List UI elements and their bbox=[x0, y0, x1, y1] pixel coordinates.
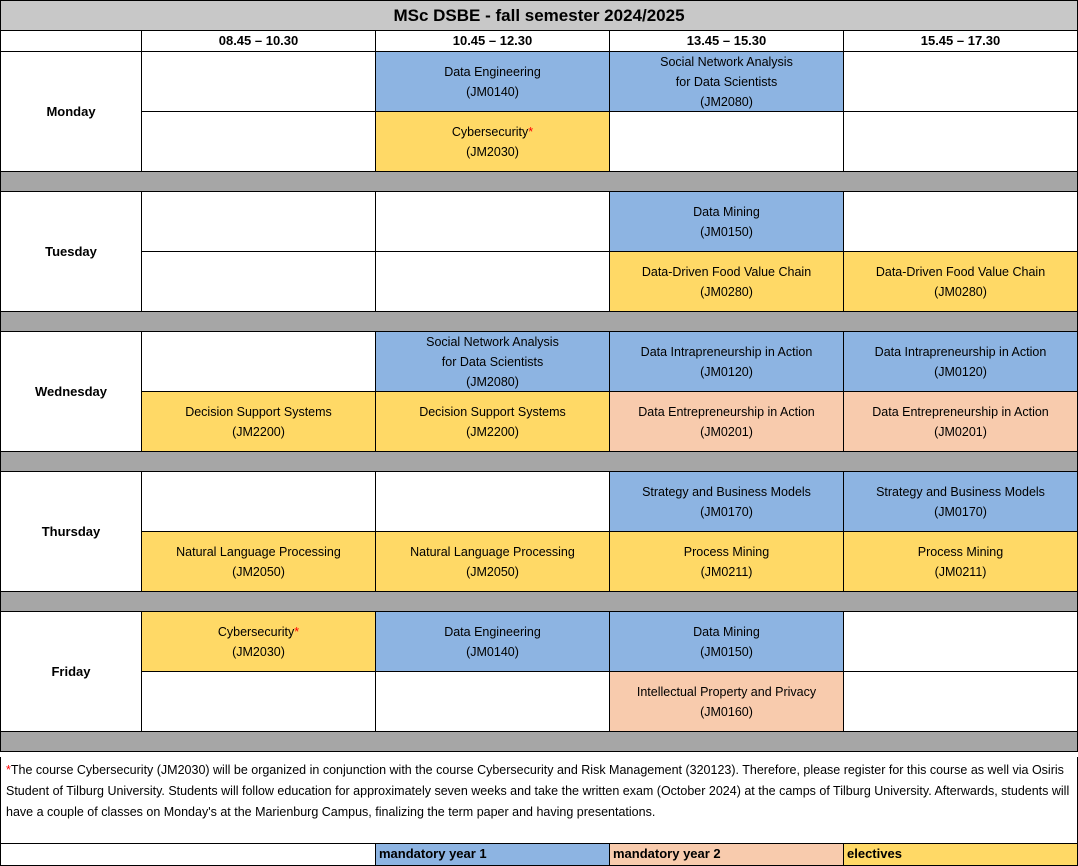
legend-mandatory-year-2 bbox=[609, 843, 844, 866]
day-label-thursday bbox=[0, 471, 142, 592]
course-text: Data Entrepreneurship in Action bbox=[872, 404, 1049, 419]
course-name bbox=[185, 402, 332, 422]
empty-slot-cell bbox=[141, 191, 376, 252]
legend-label: mandatory year 2 bbox=[613, 846, 721, 861]
course-code bbox=[700, 282, 753, 302]
course-name bbox=[642, 482, 811, 502]
course-cell bbox=[375, 531, 610, 592]
course-text: Strategy and Business Models bbox=[642, 484, 811, 499]
course-text: Cybersecurity bbox=[451, 124, 529, 139]
course-code bbox=[466, 372, 519, 392]
course-text: (JM2050) bbox=[232, 564, 285, 579]
course-text: (JM2080) bbox=[700, 94, 753, 109]
empty-slot-cell bbox=[375, 251, 610, 312]
course-code bbox=[466, 82, 519, 102]
course-cell bbox=[141, 531, 376, 592]
course-cell bbox=[609, 671, 844, 732]
course-code bbox=[466, 642, 519, 662]
course-text: Intellectual Property and Privacy bbox=[636, 684, 817, 699]
course-text: (JM0140) bbox=[466, 644, 519, 659]
course-text: Data Mining bbox=[693, 624, 760, 639]
day-name: Thursday bbox=[41, 523, 101, 539]
course-code bbox=[700, 222, 753, 242]
course-cell bbox=[609, 471, 844, 532]
course-cell bbox=[609, 51, 844, 112]
course-text: (JM0280) bbox=[934, 284, 987, 299]
course-cell bbox=[375, 391, 610, 452]
course-text: (JM0280) bbox=[700, 284, 753, 299]
empty-slot-cell bbox=[141, 471, 376, 532]
course-code bbox=[700, 362, 753, 382]
course-text: (JM0211) bbox=[700, 564, 753, 579]
course-cell bbox=[609, 611, 844, 672]
course-cell bbox=[375, 611, 610, 672]
course-text: Data Entrepreneurship in Action bbox=[638, 404, 815, 419]
course-text: Natural Language Processing bbox=[410, 544, 575, 559]
course-text: (JM0170) bbox=[934, 504, 987, 519]
course-cell bbox=[843, 391, 1078, 452]
day-label-friday bbox=[0, 611, 142, 732]
course-text: (JM0150) bbox=[700, 224, 753, 239]
course-name bbox=[218, 622, 299, 642]
legend-label: mandatory year 1 bbox=[379, 846, 487, 861]
day-label-tuesday bbox=[0, 191, 142, 312]
course-code bbox=[232, 642, 285, 662]
course-name bbox=[676, 72, 777, 92]
legend-electives bbox=[843, 843, 1078, 866]
day-separator bbox=[0, 731, 1078, 752]
course-text: Social Network Analysis bbox=[660, 54, 793, 69]
course-code bbox=[701, 562, 753, 582]
course-code bbox=[466, 142, 519, 162]
course-name bbox=[419, 402, 566, 422]
time-slot-header-4 bbox=[843, 30, 1078, 52]
footnote-asterisk: * bbox=[6, 763, 11, 777]
course-code bbox=[934, 502, 987, 522]
course-text: Data Intrapreneurship in Action bbox=[874, 344, 1047, 359]
course-text: Decision Support Systems bbox=[185, 404, 332, 419]
course-name bbox=[442, 352, 543, 372]
course-cell bbox=[141, 611, 376, 672]
course-cell bbox=[843, 471, 1078, 532]
day-separator bbox=[0, 171, 1078, 192]
time-slot-header-2 bbox=[375, 30, 610, 52]
course-text: (JM0120) bbox=[934, 364, 987, 379]
empty-slot-cell bbox=[375, 191, 610, 252]
course-text: (JM0120) bbox=[700, 364, 753, 379]
legend-mandatory-year-1 bbox=[375, 843, 610, 866]
course-text: (JM0170) bbox=[700, 504, 753, 519]
course-text: for Data Scientists bbox=[441, 354, 544, 369]
empty-slot-cell bbox=[843, 51, 1078, 112]
course-text: (JM0140) bbox=[466, 84, 519, 99]
course-text: Data Intrapreneurship in Action bbox=[640, 344, 813, 359]
footnote-text: The course Cybersecurity (JM2030) will be organized in conjunction with the course Cybersecurity and Risk Management (320123). Therefore, please register for this course as well via Osiris Student of Tilburg University. Students will follow education for approximately seven weeks and take the written exam (October 2024) at the camps of Tilburg University. Afterwards, students will have a couple of classes on Monday's at the Marienburg Campus, finalizing the term paper and having presentations. bbox=[6, 763, 1070, 819]
course-code bbox=[700, 702, 753, 722]
course-cell bbox=[141, 391, 376, 452]
empty-slot-cell bbox=[141, 51, 376, 112]
course-cell bbox=[609, 531, 844, 592]
empty-slot-cell bbox=[141, 251, 376, 312]
day-label-monday bbox=[0, 51, 142, 172]
course-name bbox=[918, 542, 1003, 562]
course-text: (JM2050) bbox=[466, 564, 519, 579]
course-code bbox=[232, 562, 285, 582]
course-name bbox=[638, 402, 815, 422]
course-code bbox=[934, 282, 987, 302]
course-cell bbox=[843, 531, 1078, 592]
course-code bbox=[466, 562, 519, 582]
course-cell bbox=[609, 251, 844, 312]
day-separator bbox=[0, 591, 1078, 612]
legend-label: electives bbox=[847, 846, 902, 861]
course-cell bbox=[843, 331, 1078, 392]
course-name bbox=[410, 542, 575, 562]
course-cell bbox=[843, 251, 1078, 312]
course-text: Decision Support Systems bbox=[419, 404, 566, 419]
course-code bbox=[700, 422, 753, 442]
course-text: Strategy and Business Models bbox=[876, 484, 1045, 499]
empty-slot-cell bbox=[609, 111, 844, 172]
course-text: Data-Driven Food Value Chain bbox=[641, 264, 812, 279]
course-code bbox=[700, 502, 753, 522]
course-code bbox=[700, 642, 753, 662]
course-name bbox=[876, 482, 1045, 502]
course-text: Cybersecurity bbox=[217, 624, 295, 639]
course-cell bbox=[375, 111, 610, 172]
course-text: (JM2200) bbox=[466, 424, 519, 439]
corner-header-cell bbox=[0, 30, 142, 52]
course-name bbox=[426, 332, 559, 352]
empty-slot-cell bbox=[375, 471, 610, 532]
course-text: (JM2080) bbox=[466, 374, 519, 389]
day-name: Friday bbox=[51, 663, 91, 679]
footnote-marker: * bbox=[528, 124, 534, 139]
course-name bbox=[660, 52, 793, 72]
time-slot-header-3 bbox=[609, 30, 844, 52]
course-text: (JM2030) bbox=[466, 144, 519, 159]
day-name: Wednesday bbox=[34, 383, 107, 399]
day-label-wednesday bbox=[0, 331, 142, 452]
course-text: Data Mining bbox=[693, 204, 760, 219]
course-name bbox=[637, 682, 816, 702]
course-text: (JM0211) bbox=[934, 564, 987, 579]
course-code bbox=[934, 422, 987, 442]
course-name bbox=[876, 262, 1045, 282]
course-name bbox=[444, 62, 541, 82]
course-text: (JM2200) bbox=[232, 424, 285, 439]
course-text: Process Mining bbox=[683, 544, 770, 559]
time-slot-label: 10.45 – 12.30 bbox=[452, 33, 533, 48]
day-name: Tuesday bbox=[45, 243, 97, 259]
course-name bbox=[642, 262, 811, 282]
course-text: (JM2030) bbox=[232, 644, 285, 659]
course-code bbox=[232, 422, 285, 442]
course-name bbox=[875, 342, 1047, 362]
course-text: Social Network Analysis bbox=[426, 334, 559, 349]
course-text: Process Mining bbox=[917, 544, 1004, 559]
empty-slot-cell bbox=[141, 111, 376, 172]
course-code bbox=[700, 92, 753, 112]
course-code bbox=[935, 562, 987, 582]
legend-spacer bbox=[0, 843, 376, 866]
empty-slot-cell bbox=[375, 671, 610, 732]
empty-slot-cell bbox=[141, 671, 376, 732]
empty-slot-cell bbox=[843, 191, 1078, 252]
course-text: (JM0150) bbox=[700, 644, 753, 659]
course-name bbox=[452, 122, 533, 142]
day-name: Monday bbox=[46, 103, 96, 119]
course-text: for Data Scientists bbox=[675, 74, 778, 89]
course-cell bbox=[609, 191, 844, 252]
course-cell bbox=[609, 391, 844, 452]
time-slot-label: 13.45 – 15.30 bbox=[686, 33, 767, 48]
course-cell bbox=[375, 51, 610, 112]
course-name bbox=[444, 622, 541, 642]
course-text: Natural Language Processing bbox=[176, 544, 341, 559]
page-title-text: MSc DSBE - fall semester 2024/2025 bbox=[393, 5, 685, 25]
course-name bbox=[176, 542, 341, 562]
course-text: Data Engineering bbox=[444, 64, 541, 79]
time-slot-label: 08.45 – 10.30 bbox=[218, 33, 299, 48]
footnote-marker: * bbox=[294, 624, 300, 639]
course-text: Data Engineering bbox=[444, 624, 541, 639]
footnote bbox=[0, 757, 1078, 844]
course-cell bbox=[375, 331, 610, 392]
time-slot-label: 15.45 – 17.30 bbox=[920, 33, 1001, 48]
course-text: Data-Driven Food Value Chain bbox=[875, 264, 1046, 279]
empty-slot-cell bbox=[141, 331, 376, 392]
course-code bbox=[466, 422, 519, 442]
page-title bbox=[0, 0, 1078, 31]
empty-slot-cell bbox=[843, 611, 1078, 672]
course-name bbox=[693, 622, 760, 642]
empty-slot-cell bbox=[843, 111, 1078, 172]
course-name bbox=[641, 342, 813, 362]
course-code bbox=[934, 362, 987, 382]
course-name bbox=[872, 402, 1049, 422]
course-name bbox=[684, 542, 769, 562]
course-text: (JM0160) bbox=[700, 704, 753, 719]
day-separator bbox=[0, 451, 1078, 472]
course-name bbox=[693, 202, 760, 222]
day-separator bbox=[0, 311, 1078, 332]
course-text: (JM0201) bbox=[934, 424, 987, 439]
empty-slot-cell bbox=[843, 671, 1078, 732]
course-text: (JM0201) bbox=[700, 424, 753, 439]
time-slot-header-1 bbox=[141, 30, 376, 52]
course-cell bbox=[609, 331, 844, 392]
